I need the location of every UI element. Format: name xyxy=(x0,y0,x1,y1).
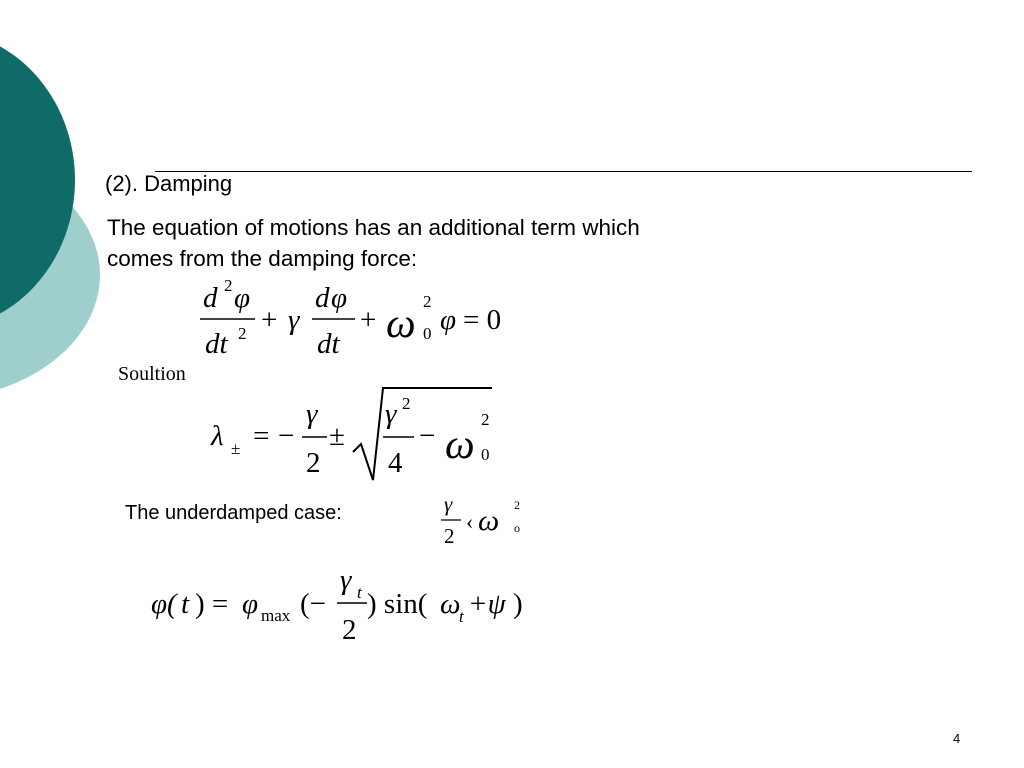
eq2-omega: ω xyxy=(445,422,475,468)
eq1-plus-2: + xyxy=(360,304,377,336)
eq2-omega-square: 2 xyxy=(481,410,490,429)
eq2-gamma-square: 2 xyxy=(402,394,411,413)
eq1-omega-square: 2 xyxy=(423,292,432,311)
cond-gamma: γ xyxy=(444,492,453,516)
cond-omega-subscript: o xyxy=(514,521,520,535)
eq2-lambda: λ xyxy=(211,420,224,452)
section-title: (2). Damping xyxy=(105,171,233,196)
eq3-two: 2 xyxy=(342,614,357,646)
eq3-phi-2: φ xyxy=(242,588,259,620)
eq2-four: 4 xyxy=(388,447,403,479)
eq3-phi-subscript-max: max xyxy=(261,606,291,625)
title-rule xyxy=(155,171,972,172)
eq3-gamma: γ xyxy=(340,564,352,596)
eq2-minus: − xyxy=(278,420,295,452)
eq3-omega: ω xyxy=(440,588,461,620)
cond-omega: ω xyxy=(478,504,500,537)
eq2-equals: = xyxy=(253,420,270,452)
eq1-phi-2: φ xyxy=(440,304,457,336)
eq2-gamma: γ xyxy=(306,398,318,430)
eq3-gamma-subscript: t xyxy=(357,583,362,602)
eq3-omega-subscript: t xyxy=(459,607,464,626)
page-number: 4 xyxy=(953,731,961,746)
cond-omega-square: 2 xyxy=(514,498,520,512)
eq3-close-equals: ) = xyxy=(195,588,229,620)
eq2-gamma-2: γ xyxy=(385,398,397,430)
eq1-d-phi-d: d xyxy=(315,282,330,314)
underdamped-case-text xyxy=(125,502,342,525)
eq2-two: 2 xyxy=(306,447,321,479)
cond-two: 2 xyxy=(444,524,455,548)
case-suffix: case: xyxy=(288,502,342,524)
eq1-equals-zero: = 0 xyxy=(463,304,502,336)
eq2-minus-2: − xyxy=(419,420,436,452)
case-prefix: The xyxy=(125,502,166,524)
eq3-phi: φ( xyxy=(151,588,177,620)
eq2-lambda-subscript: ± xyxy=(231,439,241,458)
eq1-dt-square: 2 xyxy=(238,324,247,343)
intro-text-line-2: comes from the damping force: xyxy=(107,246,418,271)
intro-text-line-1: The equation of motions has an additional term which xyxy=(107,215,640,240)
eq2-omega-subscript: 0 xyxy=(481,445,490,464)
eq1-dt-2: dt xyxy=(317,328,340,360)
eq3-close: ) xyxy=(513,588,523,620)
equation-solution xyxy=(148,565,548,650)
eq1-omega-subscript: 0 xyxy=(423,324,432,343)
eq1-phi: φ xyxy=(234,282,251,314)
eq1-gamma: γ xyxy=(288,304,300,336)
eq2-plus-minus: ± xyxy=(329,420,345,452)
solution-label: Soultion xyxy=(118,363,186,385)
eq1-d-phi-phi: φ xyxy=(331,282,348,314)
eq1-plus: + xyxy=(261,304,278,336)
cond-less-than: ‹ xyxy=(466,509,474,534)
equation-of-motion xyxy=(195,275,525,365)
eq1-omega: ω xyxy=(386,301,416,347)
eq1-dt: dt xyxy=(205,328,228,360)
eq3-sin: ) sin( xyxy=(367,588,428,620)
eq1-d: d xyxy=(203,282,218,314)
eq3-t: t xyxy=(181,588,190,620)
eq3-open-minus: (− xyxy=(300,588,327,620)
underdamped-condition xyxy=(438,492,538,552)
equation-roots xyxy=(205,380,505,485)
eq3-plus-psi: +ψ xyxy=(468,588,506,620)
eq1-d-square: 2 xyxy=(224,276,233,295)
case-emphasis: underdamped xyxy=(165,502,289,524)
